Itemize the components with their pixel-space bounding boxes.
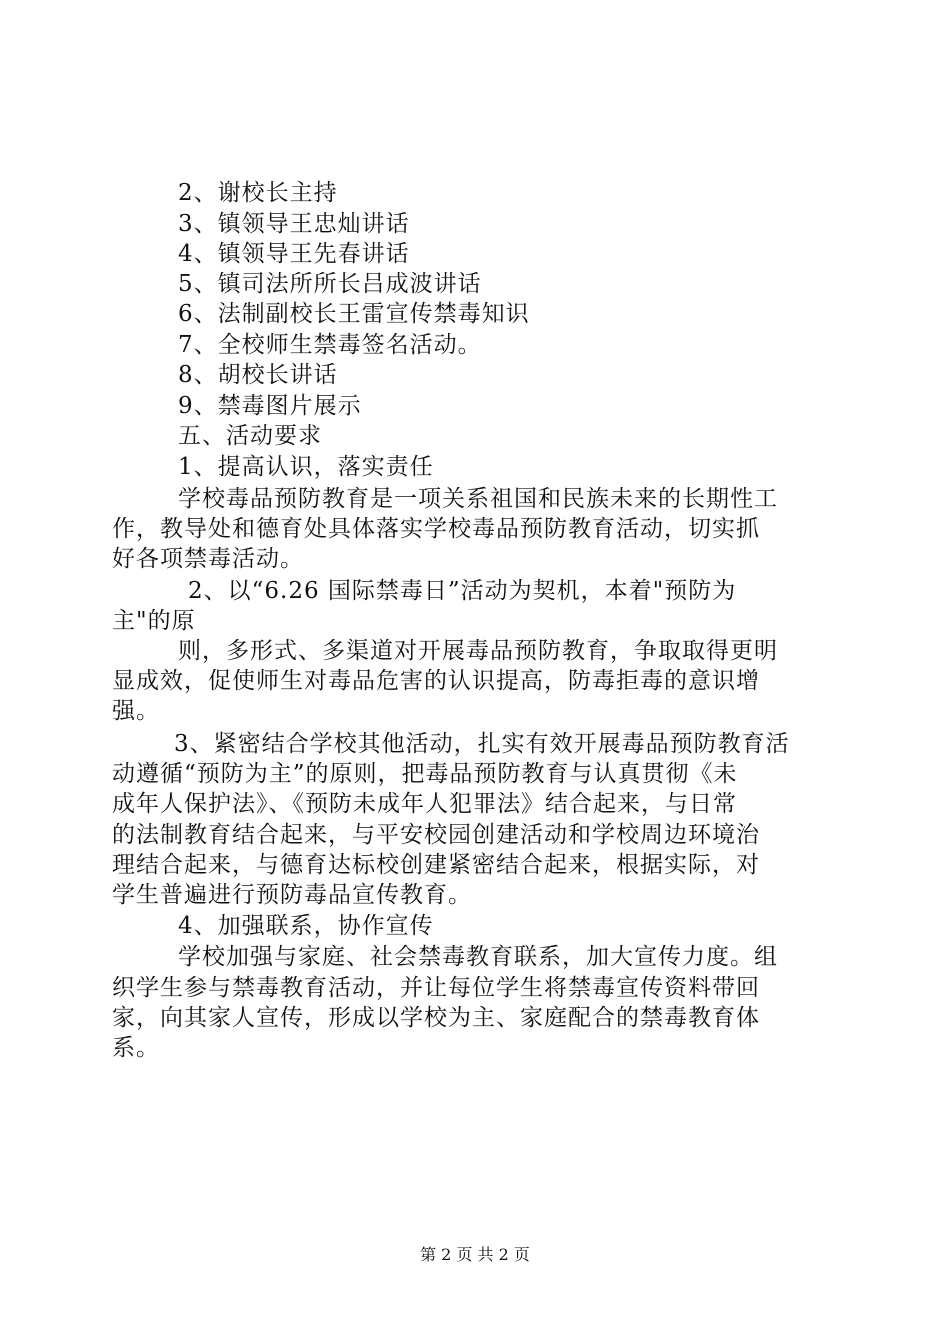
paragraph-line: 学校加强与家庭、社会禁毒教育联系，加大宣传力度。组	[178, 944, 778, 970]
agenda-item-6: 6、法制副校长王雷宣传禁毒知识	[178, 301, 530, 327]
requirement-2-line: 2、以“6.26 国际禁毒日”活动为契机，本着"预防为	[188, 578, 737, 604]
requirement-4-heading: 4、加强联系，协作宣传	[178, 913, 434, 939]
paragraph-line: 的法制教育结合起来，与平安校园创建活动和学校周边环境治	[112, 822, 760, 848]
agenda-item-7: 7、全校师生禁毒签名活动。	[178, 332, 482, 358]
paragraph-line: 理结合起来，与德育达标校创建紧密结合起来，根据实际，对	[112, 852, 760, 878]
paragraph-line: 显成效，促使师生对毒品危害的认识提高，防毒拒毒的意识增	[112, 668, 760, 694]
paragraph-line: 成年人保护法》、《预防未成年人犯罪法》结合起来，与日常	[112, 791, 737, 817]
requirement-3-line: 3、紧密结合学校其他活动，扎实有效开展毒品预防教育活	[174, 731, 790, 757]
paragraph-line: 家，向其家人宣传，形成以学校为主、家庭配合的禁毒教育体	[112, 1005, 760, 1031]
paragraph-line: 强。	[112, 698, 160, 724]
section-heading: 五、活动要求	[178, 423, 322, 449]
paragraph-line: 好各项禁毒活动。	[112, 546, 304, 572]
agenda-item-2: 2、谢校长主持	[178, 180, 338, 206]
agenda-item-3: 3、镇领导王忠灿讲话	[178, 211, 410, 237]
page-footer: 第 2 页 共 2 页	[420, 1245, 530, 1264]
agenda-item-4: 4、镇领导王先春讲话	[178, 241, 410, 267]
paragraph-line: 动遵循“预防为主”的原则，把毒品预防教育与认真贯彻《未	[112, 761, 738, 787]
paragraph-line: 织学生参与禁毒教育活动，并让每位学生将禁毒宣传资料带回	[112, 975, 760, 1001]
paragraph-line: 主"的原	[112, 608, 196, 634]
paragraph-line: 学校毒品预防教育是一项关系祖国和民族未来的长期性工	[178, 486, 778, 512]
agenda-item-9: 9、禁毒图片展示	[178, 393, 362, 419]
requirement-1-heading: 1、提高认识，落实责任	[178, 454, 434, 480]
paragraph-line: 作，教导处和德育处具体落实学校毒品预防教育活动，切实抓	[112, 516, 760, 542]
agenda-item-8: 8、胡校长讲话	[178, 362, 338, 388]
paragraph-line: 学生普遍进行预防毒品宣传教育。	[112, 882, 472, 908]
paragraph-line: 系。	[112, 1035, 160, 1061]
paragraph-line: 则，多形式、多渠道对开展毒品预防教育，争取取得更明	[178, 638, 778, 664]
agenda-item-5: 5、镇司法所所长吕成波讲话	[178, 271, 482, 297]
